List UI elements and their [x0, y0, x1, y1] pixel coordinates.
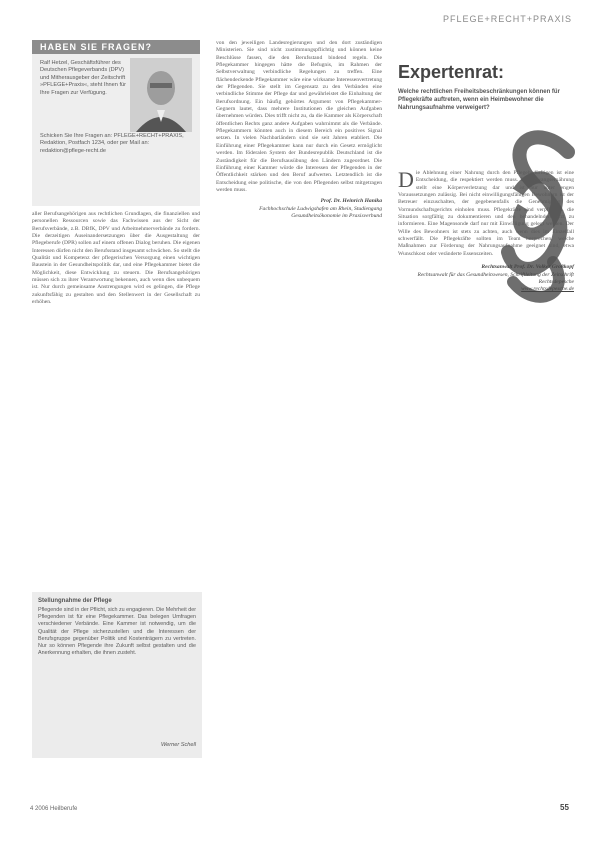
section-header: PFLEGE+RECHT+PRAXIS: [442, 14, 572, 24]
column-2-signature: Prof. Dr. Heinrich Hanika: [320, 198, 382, 205]
expert-dropcap: D: [398, 167, 414, 192]
statement-box-text: Pflegende sind in der Pflicht, sich zu engagieren. Die Mehrheit der Pflegenden ist für eine Pflegekammer. Das belegen Umfragen verschiedener Verbände. Eine Kammer ist notwendig, um die Qualität der Pflege sicherzustellen und die Interessen der Berufsgruppe gegenüber Politik und Kostenträgern zu vertreten. Nur so können Pflegende ihre Zukunft selbst gestalten und die Anerkennung erhalten, die ihnen zusteht.: [38, 607, 196, 657]
statement-box-title: Stellungnahme der Pflege: [38, 598, 112, 604]
page-number: 55: [560, 803, 569, 812]
contact-box-intro: Ralf Hetzel, Geschäftsführer des Deutschen Pflegeverbands (DPV) und Mitherausgeber der Zeitschrift »PFLEGE+Praxis«, steht Ihnen für Ihre Fragen zur Verfügung.: [40, 60, 126, 96]
column-2-text: von den jeweiligen Landesregierungen und den dort zuständigen Ministerien. Sie sind nicht zustimmungspflichtig und können keine Beschlüsse fassen, die den Berufsstand bindend regeln. Die Pflegekammer hingegen hätte die Befugnis, im Rahmen der Selbstverwaltung verbindliche Regelungen zu treffen. Eine flächendeckende Pflegekammer wäre eine wirksame Interessenvertretung der Pflegenden. Sie stellt im Gegensatz zu den Verbänden eine verbindliche Stimme der Pflege dar und gewährleistet die Einhaltung der Berufsordnung. Ein häufig gehörtes Argument von Pflegekammer-Gegnern lautet, dass mehrere Institutionen die gleichen Aufgaben übernehmen würden. Dies trifft nicht zu, da die Kammer als Körperschaft öffentlichen Rechts ganz andere Aufgaben wahrnimmt als die Verbände. Pflegekammern könnten auch in diesem Bereich ein positives Signal setzen. In vielen Nachbarländern sind sie seit Jahren etabliert. Die Einführung einer Pflegekammer kann nur durch ein Gesetz ermöglicht werden. Im föderalen System der Bundesrepublik Deutschland ist die Zuständigkeit für die Berufsausübung den Ländern zugeordnet. Die Einführung einer Kammer würde die Interessen der Pflegenden in der Öffentlichkeit stärken und den Beruf aufwerten. Letztendlich ist die Entscheidung eine politische, die von den Pflegenden selbst mitgetragen werden muss.: [216, 40, 382, 193]
article-column-1: aller Berufsangehörigen aus rechtlichen Grundlagen, die finanziellen und personellen Ressourcen sowie das Fachwissen aus der Sicht der Berufsverbände, z.B. DBfK, DPV und Arbeitnehmerverbände zu fordern. Die derzeitigen Auseinandersetzungen über die Ausgestaltung der Pflegeberufe (DPR) sollen auf einem offenen Dialog beruhen. Die eigenen Interessen dürfen nicht den Berufsstand insgesamt schwächen. So stellt die Qualität und Kompetenz der pflegerischen Versorgung einen wichtigen Baustein in der Gesundheitspolitik dar, und eine Pflegekammer bietet die Möglichkeit, diese Entwicklung zu steuern. Die Berufsangehörigen müssen sich zu ihrer Verantwortung bekennen, auch wenn dies unbequem ist. Nur durch gemeinsame Anstrengungen wird es gelingen, die Pflege zukunftsfähig zu gestalten und den Stellenwert in der Gesellschaft zu erhöhen.: [32, 211, 200, 306]
expert-title: Expertenrat:: [398, 62, 505, 82]
expert-link[interactable]: www.rechtsdepesche.de: [521, 286, 574, 293]
contact-box-contact: Schicken Sie Ihre Fragen an: PFLEGE+RECHT+PRAXIS, Redaktion, Postfach 1234, oder per Mail an: redaktion@pflege-recht.de: [40, 133, 184, 154]
contact-box-title: HABEN SIE FRAGEN?: [32, 40, 200, 54]
portrait-image: [130, 58, 192, 132]
column-2-signature-sub: Fachhochschule Ludwigshafen am Rhein, Studiengang Gesundheitsökonomie im Praxisverbund: [259, 205, 382, 220]
statement-box-signature: Werner Schell: [160, 742, 196, 748]
expert-signature: Rechtsanwalt Prof. Dr. Volker Großkopf: [481, 264, 574, 271]
expert-text: ie Ablehnung einer Nahrung durch den Pflegebedürftigen ist eine Entscheidung, die respektiert werden muss. Eine Zwangsernährung stellt eine Körperverletzung dar und ist nur unter engen Voraussetzungen zulässig. Bei nicht einwilligungsfähigen Bewohnern ist der Betreuer einzuschalten, der gegebenenfalls die Genehmigung des Vormundschaftsgerichts einholen muss. Pflegekräfte sind verpflichtet, die Situation sorgfältig zu dokumentieren und den behandelnden Arzt zu informieren. Eine Magensonde darf nur mit Einwilligung gelegt werden. Der Wille des Bewohners ist stets zu achten, auch wenn dies im Einzelfall schwerfällt. Die Pflegekräfte sollten im Team besprechen, welche Maßnahmen zur Förderung der Nahrungsaufnahme geeignet sind, etwa Wunschkost oder veränderte Essenszeiten.: [398, 170, 574, 257]
author-portrait: [130, 58, 192, 132]
expert-answer: [398, 167, 574, 294]
article-column-2: [216, 40, 382, 220]
expert-signature-sub: Rechtsanwalt für das Gesundheitswesen, Schriftleitung der Zeitschrift Rechtsdepesche: [417, 271, 574, 285]
expert-intro: Welche rechtlichen Freiheitsbeschränkungen können für Pflegekräfte auftreten, wenn ein Heimbewohner die Nahrungsaufnahme verweigert?: [398, 89, 560, 111]
footer-issue: 4 2006 Heilberufe: [30, 806, 78, 812]
